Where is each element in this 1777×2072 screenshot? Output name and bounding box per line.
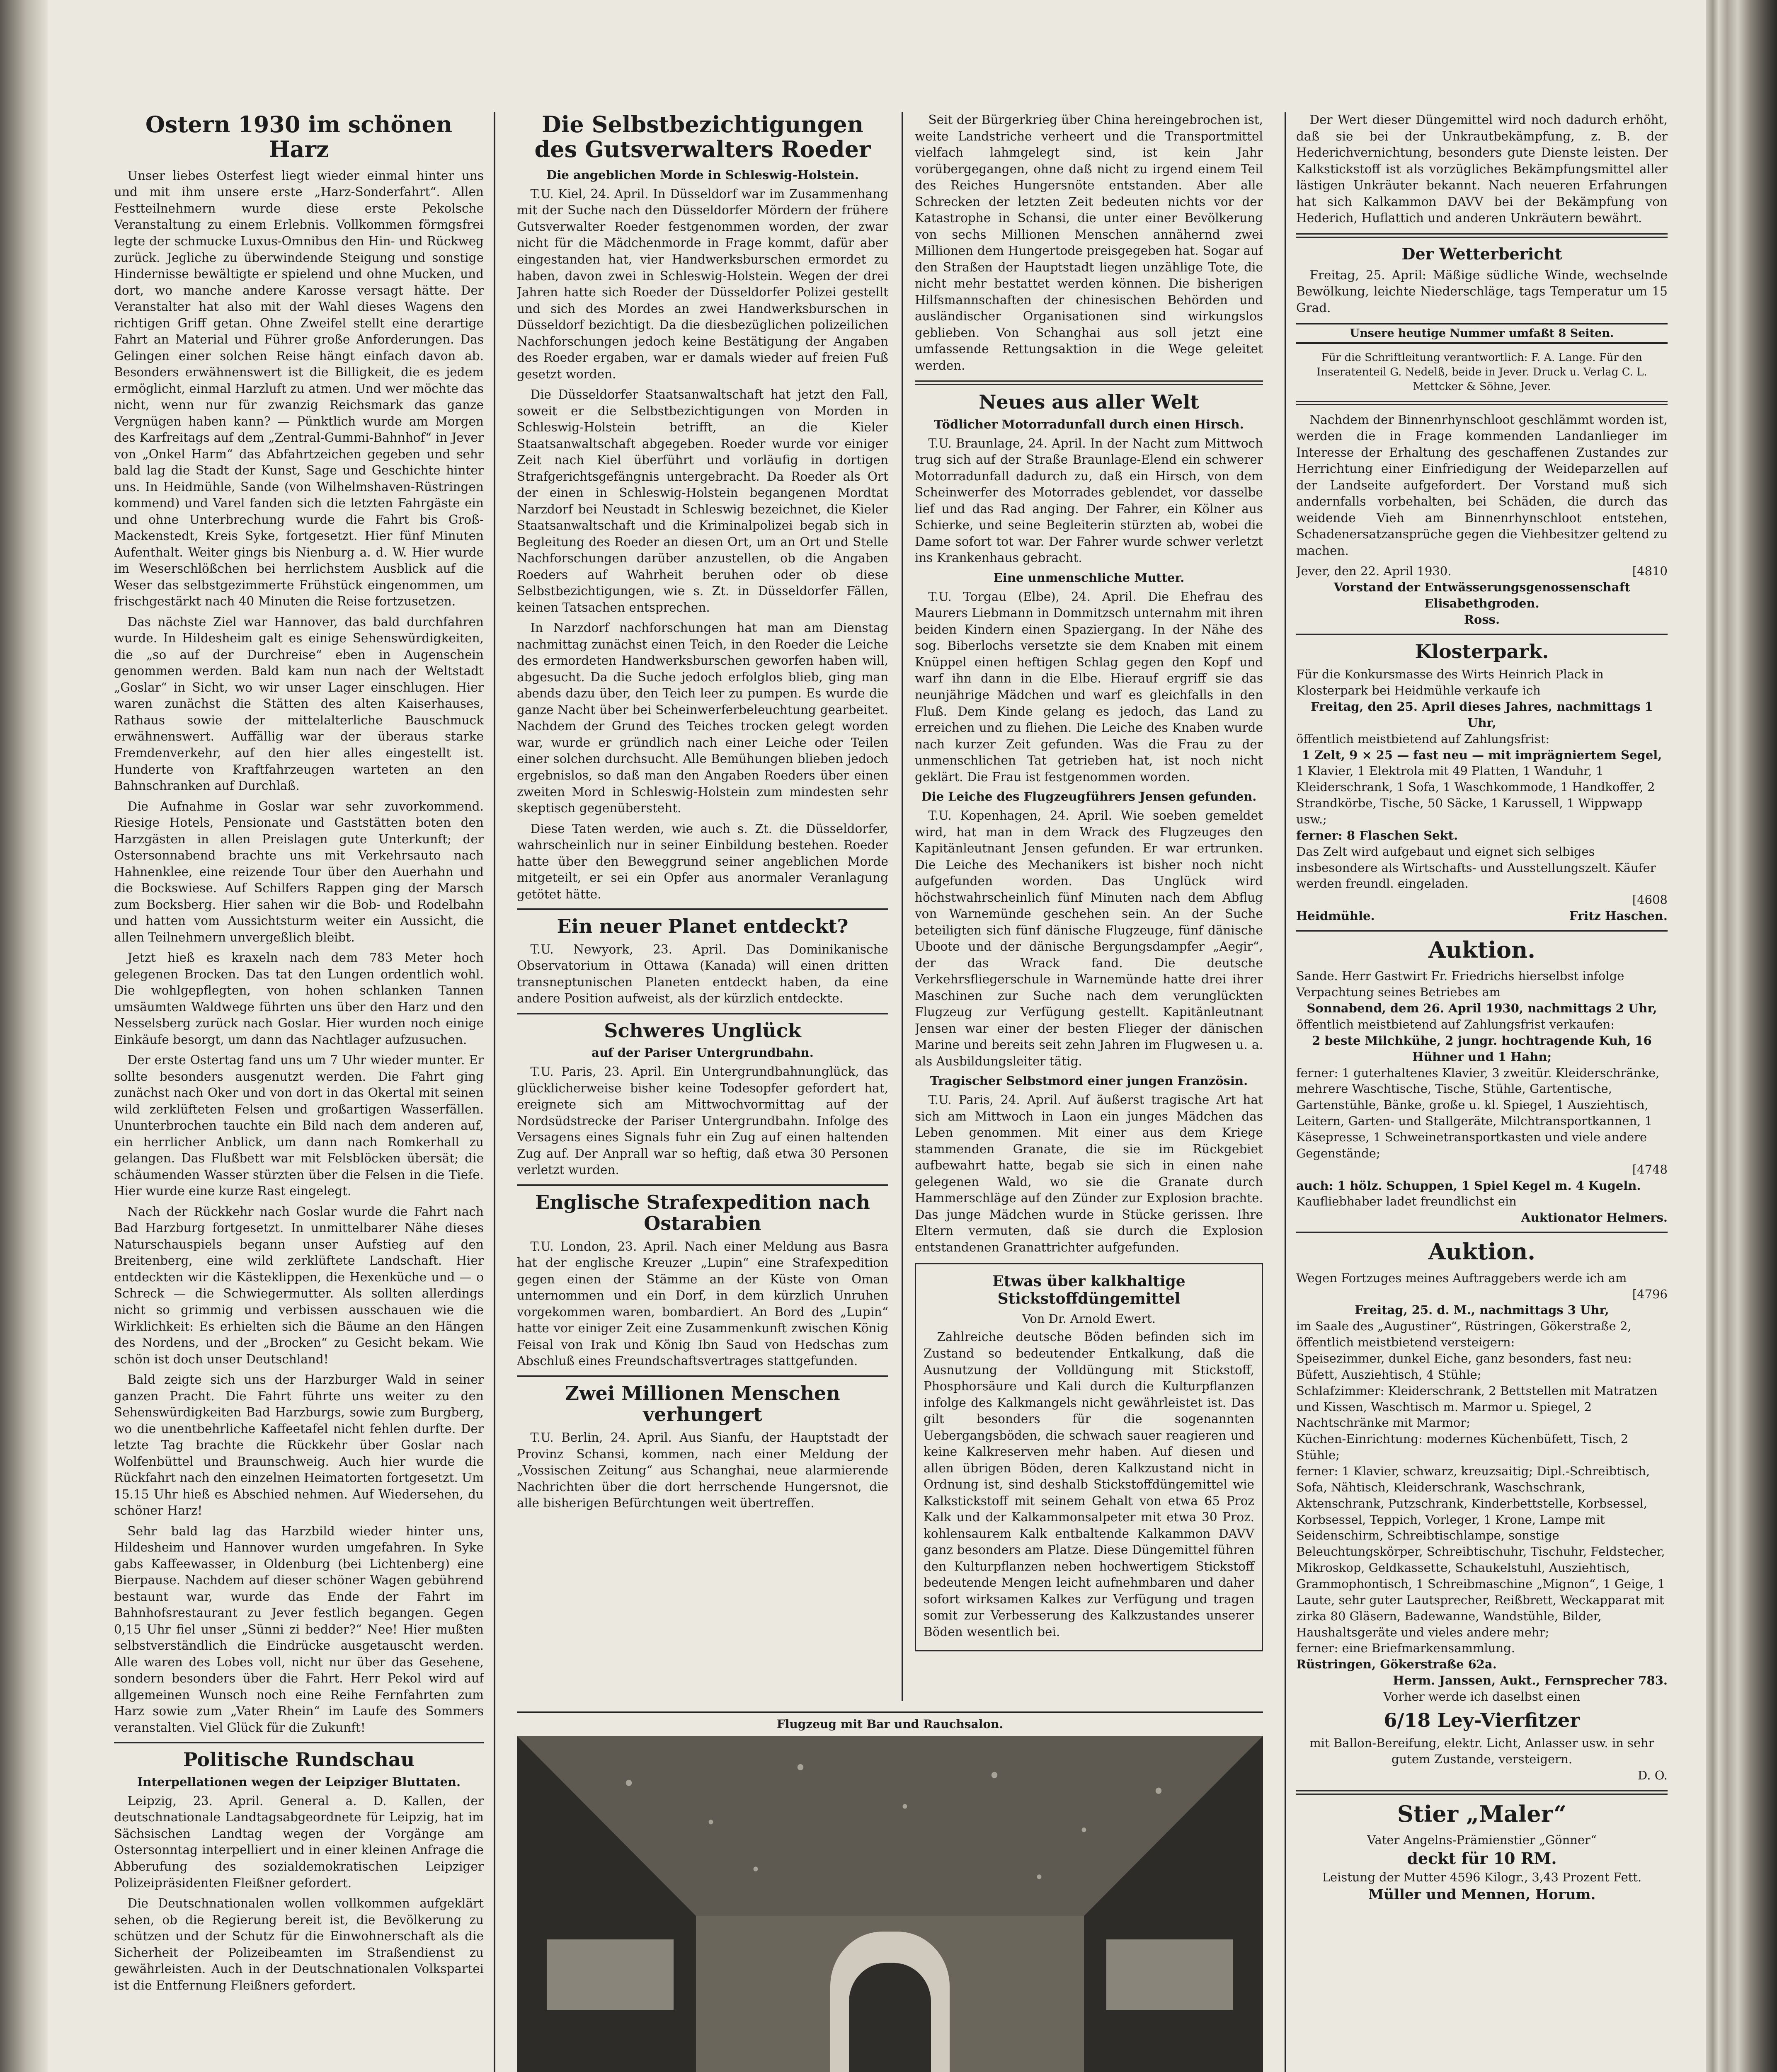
- ad-ref: [4796: [1632, 1287, 1668, 1301]
- subheadline: Tragischer Selbstmord einer jungen Französin.: [930, 1074, 1248, 1088]
- divider: [114, 1742, 484, 1743]
- issue-note: Unsere heutige Nummer umfaßt 8 Seiten.: [1296, 323, 1668, 344]
- aircraft-cabin-illustration: [517, 1736, 1263, 2072]
- notice-name: Ross.: [1464, 612, 1500, 627]
- paragraph: Seit der Bürgerkrieg über China hereingebrochen ist, weite Landstriche verheert und die Transportmittel vielfach lahmgelegt sind, ist kein Jahr vorübergegangen, ohne daß nicht zu irgend einem Teil des Reiches Hungersnöte entstanden. Aber alle Schrecken der letzten Zeit bedeuten nichts vor der Katastrophe in Schansi, die unter einer Bevölkerung von sechs Millionen Menschen annähernd zwei Millionen dem Hungertode preisgegeben hat. Sogar auf den Straßen der Hauptstadt liegen unzählige Tote, die nicht mehr bestattet werden können. Die bisherigen Hilfsmannschaften der chinesischen Behörden und ausländischer Organisationen sind wirkungslos geblieben. Von Schanghai aus soll jetzt eine umfassende Rettungsaktion in die Wege geleitet werden.: [915, 113, 1263, 373]
- divider: [915, 380, 1263, 385]
- ad-line: Küchen-Einrichtung: modernes Küchenbüfett, Tisch, 2 Stühle;: [1296, 1432, 1629, 1462]
- notice-date: Jever, den 22. April 1930. [4810: [1296, 564, 1668, 579]
- scan-left-edge: [0, 0, 48, 2072]
- paragraph: Das nächste Ziel war Hannover, das bald durchfahren wurde. In Hildesheim galt es einige Sehenswürdigkeiten, die „so auf der Durchreise“ eben in Augenschein genommen werden. Bald kam nun nach der Weltstadt „Goslar“ in Sicht, wo wir unser Lager einschlugen. Hier waren zunächst die Stätten des alten Kaiserhauses, Rathaus sowie der mittelalterliche Bauschmuck erwähnenswert. Auffällig war der überaus starke Fremdenverkehr, auf den hier alles eingestellt ist. Hunderte von Kraftfahrzeugen warteten an den Bahnschranken auf Durchlaß.: [114, 615, 484, 793]
- photo-figure: [517, 1711, 1263, 2072]
- subheadline: auf der Pariser Untergrundbahn.: [592, 1046, 814, 1060]
- ad-title-klosterpark: Klosterpark.: [1415, 640, 1549, 663]
- imprint: Für die Schriftleitung verantwortlich: F. A. Lange. Für den Inseratenteil G. Nedelß, beide in Jever. Druck u. Verlag C. L. Mettcker & Söhne, Jever.: [1316, 351, 1647, 393]
- ad-line: Vorher werde ich daselbst einen: [1383, 1690, 1581, 1704]
- ad-title-ley: 6/18 Ley-Vierfitzer: [1384, 1709, 1580, 1731]
- headline-duengemittel: Etwas über kalkhaltige Stickstoffdüngemittel: [992, 1273, 1185, 1308]
- ad-signature: Heidmühle. Fritz Haschen.: [1296, 909, 1668, 923]
- figure-title: Flugzeug mit Bar und Rauchsalon.: [776, 1717, 1004, 1731]
- ad-line: 1 Zelt, 9 × 25 — fast neu — mit imprägniertem Segel,: [1302, 748, 1662, 762]
- divider: [517, 1184, 888, 1186]
- paragraph: Jetzt hieß es kraxeln nach dem 783 Meter hoch gelegenen Brocken. Das tat den Lungen ordentlich wohl. Die wohlgepflegten, von hohen schlanken Tannen umsäumten Waldwege führten uns über den Harz und den Nesselsberg zurück nach Goslar. Hier wurden noch einige Einkäufe besorgt, um dann das Nachtlager aufzusuchen.: [114, 951, 484, 1047]
- column-3: [915, 112, 1263, 1701]
- paragraph: Die Düsseldorfer Staatsanwaltschaft hat jetzt den Fall, soweit er die Selbstbezichtigungen von Morden in Schleswig-Holstein betrifft, an die Kieler Staatsanwaltschaft abgegeben. Roeder wurde vor einiger Zeit nach Kiel überführt und vorläufig in dortigen Strafgerichtsgefängnis untergebracht. Da Roeder als Ort der einen in Schleswig-Holstein begangenen Mordtat Narzdorf bei Neustadt in Schleswig bezeichnet, die Kieler Staatsanwaltschaft und die Kriminalpolizei begab sich in Begleitung des Roeder an diesen Ort, um an Ort und Stelle Nachforschungen darüber anzustellen, ob die Angaben Roeders auf Wahrheit beruhen oder ob diese Selbstbezichtigungen, wie s. Zt. in Düsseldorfer Fällen, keinen Tatsachen entsprechen.: [517, 387, 888, 615]
- ad-signature: Herm. Janssen, Aukt., Fernsprecher 783.: [1393, 1673, 1668, 1688]
- ad-line: ferner: eine Briefmarkensammlung.: [1296, 1641, 1515, 1656]
- paragraph: Der Wert dieser Düngemittel wird noch dadurch erhöht, daß sie bei der Unkrautbekämpfung, z. B. der Hederichvernichtung, besonders gute Dienste leisten. Der Kalkstickstoff ist als vorzügliches Bekämpfungsmittel aller lästigen Unkräuter bekannt. Nach neueren Erfahrungen hat sich Kalkammon DAVV bei der Bekämpfung von Hederich, Huflattich und anderen Unkräutern bewährt.: [1296, 113, 1668, 225]
- paragraph: T.U. Kiel, 24. April. In Düsseldorf war im Zusammenhang mit der Suche nach den Düsseldorfer Mördern der frühere Gutsverwalter Roeder festgenommen worden, der zwar nicht für die Mädchenmorde in Frage kommt, dafür aber eingestanden hat, vier Handwerksburschen ermordet zu haben, davon zwei in Schleswig-Holstein. Wegen der drei Jahren hatte sich Roeder der Düsseldorfer Polizei gestellt und sich des Mordes an zwei Handwerksburschen in Düsseldorf bezichtigt. Da die diesbezüglichen polizeilichen Nachforschungen jedoch keine Bestätigung der Angaben des Roeder ergaben, war er damals wieder auf freien Fuß gesetzt worden.: [517, 186, 888, 381]
- ad-signature: Auktionator Helmers.: [1521, 1210, 1668, 1225]
- headline-politische-rundschau: Politische Rundschau: [183, 1748, 415, 1771]
- subheadline: Die Leiche des Flugzeugführers Jensen gefunden.: [921, 789, 1257, 804]
- newspaper-page: [48, 0, 1706, 2072]
- ad-title-stier: Stier „Maler“: [1397, 1800, 1567, 1827]
- paragraph: Unser liebes Osterfest liegt wieder einmal hinter uns und mit ihm unsere erste „Harz-Sonderfahrt“. Allen Festteilnehmern wurde diese erste Pekolsche Veranstaltung zu einem Erlebnis. Vollkommen förmgsfrei legte der schmucke Luxus-Omnibus den Hin- und Rückweg zurück. Jegliche zu überwindende Steigung und sonstige Hindernisse bewältigte er spielend und ohne Mucken, und dort, wo manche andere Karosse versagt hätte. Der Veranstalter hat also mit der Wahl dieses Wagens den richtigen Griff getan. Ohne Zweifel stellt eine derartige Fahrt an Material und Führer große Anforderungen. Das Gelingen einer solchen Reise hängt einfach davon ab. Besonders erwähnenswert ist die Billigkeit, die es jedem ermöglicht, einmal Harzluft zu atmen. Und wer möchte das nicht, wenn nur für zwanzig Reichsmark das ganze Vergnügen haben kann? — Pünktlich wurde am Morgen des Karfreitags auf dem „Zentral-Gummi-Bahnhof“ in Jever von „Onkel Harm“ das Abfahrtzeichen gegeben und sehr bald lag die Stadt der Kunst, Sage und Geschichte hinter uns. In Heidmühle, Sande (von Wilhelmshaven-Rüstringen kommend) und Varel fanden sich die letzten Fahrgäste ein und ohne Unterbrechung wurde die Fahrt bis Groß-Mackenstedt, Kreis Syke, fortgesetzt. Hier fünf Minuten Aufenthalt. Weiter gings bis Nienburg a. d. W. Hier wurde im Weserschlößchen bei herrlichstem Ausblick auf die Weser das selbstgezimmerte Frühstück eingenommen, um frischgestärkt nach 40 Minuten die Reise fortzusetzen.: [114, 168, 484, 609]
- divider: [1296, 930, 1668, 932]
- headline-verhungert: Zwei Millionen Menschen verhungert: [565, 1382, 840, 1426]
- paragraph: In Narzdorf nachforschungen hat man am Dienstag nachmittag zunächst einen Teich, in den Roeder die Leiche des ermordeten Handwerksburschen geworfen haben will, abgesucht. Da die Suche jedoch erfolglos blieb, ging man abends dazu über, den Teich leer zu pumpen. Es wurde die ganze Nacht über bei Scheinwerferbeleuchtung gearbeitet. Nachdem der Grund des Teiches trocken gelegt worden war, wurde er gründlich nach einer Leiche oder Teilen einer solchen durchsucht. Alle Bemühungen blieben jedoch ergebnislos, so daß man den Angaben Roeders über einen zweiten Mord in Schleswig-Holstein zum mindesten sehr skeptisch gegenübersteht.: [517, 621, 888, 816]
- notice-signer: Vorstand der Entwässerungsgenossenschaft Elisabethgroden.: [1333, 580, 1630, 610]
- ad-line: Kaufliebhaber ladet freundlichst ein: [1296, 1194, 1517, 1209]
- ad-line: Sonnabend, dem 26. April 1930, nachmittags 2 Uhr,: [1307, 1001, 1657, 1016]
- paragraph: T.U. London, 23. April. Nach einer Meldung aus Basra hat der englische Kreuzer „Lupin“ eine Strafexpedition gegen einen der Stämme an der Küste von Oman unternommen und ein Dorf, in dem kürzlich Unruhen vorgekommen waren, bombardiert. An Bord des „Lupin“ hatte vor einiger Zeit eine Zusammenkunft zwischen König Feisal von Irak und König Ibn Saud von Hedschas zum Abschluß eines Freundschaftsvertrages stattgefunden.: [517, 1239, 888, 1368]
- paragraph: T.U. Newyork, 23. April. Das Dominikanische Observatorium in Ottawa (Kanada) will einen dritten transneptunischen Planeten entdeckt haben, da eine andere Position aufweist, als der kürzlich entdeckte.: [517, 942, 888, 1006]
- paragraph: T.U. Kopenhagen, 24. April. Wie soeben gemeldet wird, hat man in dem Wrack des Flugzeuges den Kapitänleutnant Jensen gefunden. Er war ertrunken. Die Leiche des Mechanikers ist bisher noch nicht aufgefunden worden. Das Unglück wird höchstwahrscheinlich fünf Minuten nach dem Abflug von Warnemünde geschehen sein. An der Suche beteiligten sich fünf dänische Flugzeuge, fünf dänische Uboote und der dänische Bergungsdampfer „Aegir“, der das Wrack fand. Die deutsche Verkehrsfliegerschule in Warnemünde hatte drei ihrer Maschinen zur Suche nach dem verunglückten Flugzeug zur Verfügung gestellt. Kapitänleutnant Jensen war einer der besten Flieger der dänischen Marine und bereits seit zehn Jahren im Flugwesen u. a. als Ausbildungsleiter tätig.: [915, 808, 1263, 1068]
- divider: [517, 1711, 1263, 1713]
- paragraph: T.U. Braunlage, 24. April. In der Nacht zum Mittwoch trug sich auf der Straße Braunlage-Elend ein schwerer Motorradunfall dadurch zu, daß ein Hirsch, von dem Scheinwerfer des Motorrades geblendet, vor dasselbe lief und das Rad anging. Der Fahrer, ein Kölner aus Schierke, und seine Begleiterin stürzten ab, wobei die Dame sofort tot war. Der Fahrer wurde schwer verletzt ins Krankenhaus gebracht.: [915, 436, 1263, 565]
- ad-line: Rüstringen, Gökerstraße 62a.: [1296, 1657, 1497, 1672]
- ad-line: ferner: 8 Flaschen Sekt.: [1296, 828, 1458, 842]
- ad-line: 2 beste Milchkühe, 2 jungr. hochtragende Kuh, 16 Hühner und 1 Hahn;: [1312, 1033, 1652, 1064]
- divider: [517, 908, 888, 910]
- headline-ostern: Ostern 1930 im schönen Harz: [145, 112, 453, 163]
- paragraph: T.U. Paris, 24. April. Auf äußerst tragische Art hat sich am Mittwoch in Laon ein junges Mädchen das Leben genommen. Mit einer aus dem Kriege stammenden Granate, die sie im Rückgebiet aufbewahrt hatte, begab sie sich in einen nahe gelegenen Wald, wo sie die Granate durch Hammerschläge auf den Zünder zur Explosion brachte. Das junge Mädchen wurde in Stücke gerissen. Ihre Eltern vermuten, daß sie durch die Explosion entstandenen Granattrichter aufgefunden.: [915, 1093, 1263, 1254]
- column-2: [517, 112, 888, 1701]
- headline-planet: Ein neuer Planet entdeckt?: [557, 915, 848, 938]
- ad-line: Speisezimmer, dunkel Eiche, ganz besonders, fast neu: Büfett, Ausziehtisch, 4 Stühle;: [1296, 1351, 1632, 1382]
- paragraph: T.U. Berlin, 24. April. Aus Sianfu, der Hauptstadt der Provinz Schansi, kommen, nach einer Meldung der „Vossischen Zeitung“ aus Schanghai, neue alarmierende Nachrichten über die dort herrschende Hungersnot, die alle bisherigen Befürchtungen weit übertreffen.: [517, 1431, 888, 1510]
- ad-line: ferner: 1 Klavier, schwarz, kreuzsaitig; Dipl.-Schreibtisch, Sofa, Nähtisch, Kleiderschrank, Waschschrank, Aktenschrank, Putzschrank, Kinderbettstelle, Korbsessel, Korbsessel, Teppich, Vorleger, 1 Krone, Lampe mit Seidenschirm, Schreibtischlampe, sonstige Beleuchtungskörper, Schreibtischuhr, Tischuhr, Feldstecher, Mikroskop, Geldkassette, Schaukelstuhl, Ausziehtisch, Grammophontisch, 1 Schreibmaschine „Mignon“, 1 Geige, 1 Laute, sehr guter Lautsprecher, Reißbrett, Weckapparat mit zirka 80 Gläsern, Badewanne, Wandstühle, Bilder, Haushaltsgeräte und vieles andere mehr;: [1296, 1464, 1665, 1639]
- divider: [517, 1013, 888, 1014]
- ad-ref: [4748: [1632, 1162, 1668, 1176]
- ad-line: deckt für 10 RM.: [1407, 1849, 1557, 1868]
- ad-title-auktion-2: Auktion.: [1428, 1238, 1536, 1265]
- paragraph: Sehr bald lag das Harzbild wieder hinter uns, Hildesheim und Hannover wurden umgefahren. In Syke gabs Kaffeewasser, in Oldenburg (bei Lichtenberg) eine Bierpause. Nachdem auf dieser schöner Wagen gebührend bestaunt war, wurde das Ende der Fahrt im Bahnhofsrestaurant zu Jever festlich begangen. Gegen 0,15 Uhr fiel unser „Sünni zi bedder?“ Nee! Hier mußten selbstverständlich die Eindrücke ausgetauscht werden. Alle waren des Lobes voll, nicht nur über das Gesehene, sondern besonders über die Fahrt. Herr Pekol wird auf allgemeinen Wunsch noch eine Reihe Fernfahrten zum Harz sowie zum „Vater Rhein“ im Laufe des Sommers veranstalten. Viel Glück für die Zukunft!: [114, 1524, 484, 1735]
- ad-line: Freitag, 25. d. M., nachmittags 3 Uhr,: [1355, 1303, 1609, 1317]
- ad-line: öffentlich meistbietend auf Zahlungsfrist:: [1296, 731, 1550, 746]
- divider: [1296, 1232, 1668, 1233]
- paragraph: Die Deutschnationalen wollen vollkommen aufgeklärt sehen, ob die Regierung bereit ist, die Bevölkerung zu schützen und der Schutz für die Einwohnerschaft als die Sicherheit der Polizeibeamten im Straßendienst zu gewährleisten. Auch in der Deutschnationalen Volkspartei ist die Entfernung Fleißners gefordert.: [114, 1896, 484, 1992]
- column-rule: [494, 112, 495, 2072]
- headline-selbstbezichtigungen: Die Selbstbezichtigungen des Gutsverwalters Roeder: [534, 112, 871, 163]
- paragraph: T.U. Paris, 23. April. Ein Untergrundbahnunglück, das glücklicherweise bisher keine Todesopfer gefordert hat, ereignete sich am Mittwochvormittag auf der Nordsüdstrecke der Pariser Untergrundbahn. Infolge des Versagens eines Signals fuhr ein Zug auf einen haltenden Zug auf. Der Anprall war so heftig, daß etwa 30 Personen verletzt wurden.: [517, 1065, 888, 1177]
- ad-line: Leistung der Mutter 4596 Kilogr., 3,43 Prozent Fett.: [1322, 1870, 1642, 1885]
- ad-title-auktion-1: Auktion.: [1428, 936, 1536, 963]
- headline-unglueck: Schweres Unglück: [604, 1019, 801, 1042]
- ad-line: öffentlich meistbietend auf Zahlungsfrist verkaufen:: [1296, 1017, 1615, 1032]
- ad-line: Wegen Fortzuges meines Auftraggebers werde ich am: [1296, 1271, 1627, 1285]
- divider: [517, 1375, 888, 1377]
- ad-ref: [4608: [1632, 893, 1668, 907]
- ad-line: auch: 1 hölz. Schuppen, 1 Spiel Kegel m. 4 Kugeln.: [1296, 1178, 1641, 1193]
- ad-line: Freitag, den 25. April dieses Jahres, nachmittags 1 Uhr,: [1311, 699, 1653, 730]
- ad-signature: Müller und Mennen, Horum.: [1368, 1886, 1596, 1903]
- subheadline: Die angeblichen Morde in Schleswig-Holstein.: [546, 167, 859, 182]
- paragraph: Die Aufnahme in Goslar war sehr zuvorkommend. Riesige Hotels, Pensionate und Gaststätten boten den Harzgästen in allen Preislagen gute Unterkunft; der Ostersonnabend brachte uns mit Verkehrsauto nach Hahnenklee, eine reizende Tour über den Auerhahn und die Bockswiese. Auf Schilfers Rappen ging der Marsch zum Bocksberg. Hier sahen wir die Bob- und Rodelbahn und hatten vom Aussichtsturm weiter ein Aussicht, die allen Teilnehmern unvergeßlich bleibt.: [114, 799, 484, 944]
- scan-right-edge: [1706, 0, 1777, 2072]
- byline: Von Dr. Arnold Ewert.: [1022, 1312, 1156, 1326]
- paragraph: Zahlreiche deutsche Böden befinden sich im Zustand so bedeutender Entkalkung, daß die Ausnutzung der Volldüngung mit Stickstoff, Phosphorsäure und Kali durch die Kulturpflanzen infolge des Kalkmangels nicht gewährleistet ist. Das gilt besonders für die sogenannten Uebergangsböden, die schwach sauer reagieren und keine Kalkreserven mehr haben. Auf diesen und allen übrigen Böden, deren Kalkzustand nicht in Ordnung ist, sind deshalb Stickstoffdüngemittel wie Kalkstickstoff mit seinem Gehalt von etwa 65 Proz Kalk und der Kalkammonsalpeter mit etwa 30 Proz. kohlensaurem Kalk entbaltende Kalkammon DAVV ganz besonders am Platze. Diese Düngemittel führen den Kulturpflanzen neben hochwertigem Stickstoff bedeutende Mengen leicht aufnehmbaren und daher sofort wirksamen Kalkes zur Verfügung und tragen somit zur Verbesserung des Kalkzustandes unserer Böden wesentlich bei.: [924, 1330, 1254, 1639]
- column-rule: [902, 112, 903, 1701]
- ad-line: im Saale des „Augustiner“, Rüstringen, Gökerstraße 2, öffentlich meistbietend versteigern:: [1296, 1319, 1632, 1350]
- headline-neues-aus-aller-welt: Neues aus aller Welt: [979, 391, 1199, 414]
- aircraft-cabin-photo: [517, 1736, 1263, 2072]
- divider: [1296, 401, 1668, 405]
- subheadline: Interpellationen wegen der Leipziger Bluttaten.: [137, 1774, 461, 1789]
- subheadline: Tödlicher Motorradunfall durch einen Hirsch.: [934, 417, 1244, 431]
- divider: [1296, 634, 1668, 635]
- weather-text: Freitag, 25. April: Mäßige südliche Winde, wechselnde Bewölkung, leichte Niederschläge, tags Temperatur um 15 Grad.: [1296, 268, 1668, 315]
- ad-line: Das Zelt wird aufgebaut und eignet sich selbiges insbesondere als Wirtschafts- und Ausstellungszelt. Käufer werden freundl. eingeladen.: [1296, 844, 1656, 891]
- column-rule: [1285, 112, 1286, 2072]
- column-1: [114, 112, 484, 2072]
- headline-strafexpedition: Englische Strafexpedition nach Ostarabien: [535, 1191, 870, 1235]
- notice-text: Nachdem der Binnenrhynschloot geschlämmt worden ist, werden die in Frage kommenden Landanlieger im Interesse der Erhaltung des geschaffenen Zustandes zur Herrichtung einer Einfriedigung der Weideparzellen auf der Landseite aufgefordert. Der Vorstand muß sich andernfalls vorbehalten, bei Schäden, die durch das weidende Vieh am Binnenrhynschloot entstehen, Schadenersatzansprüche gegen die Viehbesitzer geltend zu machen.: [1296, 412, 1668, 558]
- ad-line: Für die Konkursmasse des Wirts Heinrich Plack in Klosterpark bei Heidmühle verkaufe ich: [1296, 667, 1604, 698]
- ad-line: Sande. Herr Gastwirt Fr. Friedrichs hierselbst infolge Verpachtung seines Betriebes am: [1296, 969, 1624, 1000]
- paragraph: Nach der Rückkehr nach Goslar wurde die Fahrt nach Bad Harzburg fortgesetzt. In unmittelbarer Nähe dieses Naturschauspiels begann unser Aufstieg auf den Breitenberg, eine wild zerklüftete Landschaft. Hier entdeckten wir die Kästeklippen, die Hexenküche und — o Schreck — die Schwiegermutter. Als sollten allerdings nicht so grimmig und verbissen ausschauen wie die Wirklichkeit: Es erhielten sich die Bäume an den Hängen des Nordens, und der „Brocken“ zu Gesicht bekam. Wie schön ist doch unser Deutschland!: [114, 1204, 484, 1366]
- ad-line: mit Ballon-Bereifung, elektr. Licht, Anlasser usw. in sehr gutem Zustande, versteigern.: [1309, 1736, 1654, 1767]
- divider: [1296, 1790, 1668, 1795]
- ad-line: Schlafzimmer: Kleiderschrank, 2 Bettstellen mit Matratzen und Kissen, Waschtisch m. Marmor u. Spiegel, 2 Nachtschränke mit Marmor;: [1296, 1383, 1658, 1430]
- divider: [1296, 233, 1668, 238]
- column-4: [1296, 112, 1668, 2072]
- paragraph: Leipzig, 23. April. General a. D. Kallen, der deutschnationale Landtagsabgeordnete für Leipzig, hat im Sächsischen Landtag wegen der Vorgänge am Ostersonntag interpelliert und in einer kleinen Anfrage die Abberufung des sozialdemokratischen Leipziger Polizeipräsidenten Fleißner gefordert.: [114, 1794, 484, 1890]
- ad-line: ferner: 1 guterhaltenes Klavier, 3 zweitür. Kleiderschränke, mehrere Waschtische, Tische, Stühle, Gartentische, Gartenstühle, Bänke, große u. kl. Spiegel, 1 Ausziehtisch, Leitern, Garten- und Stallgeräte, Milchtransportkannen, 1 Käsepresse, 1 Schweinetransportkasten und viele andere Gegenstände;: [1296, 1065, 1660, 1160]
- ad-line: Vater Angelns-Prämienstier „Gönner“: [1367, 1833, 1597, 1847]
- weather-title: Der Wetterbericht: [1401, 244, 1562, 263]
- paragraph: Bald zeigte sich uns der Harzburger Wald in seiner ganzen Pracht. Die Fahrt führte uns weiter zu den Sehenswürdigkeiten Bad Harzburgs, sowie zum Burgberg, wo die unentbehrliche Kaffeetafel nicht fehlen durfte. Der letzte Tag brachte die Rückkehr über Goslar nach Wolfenbüttel und Braunschweig. Auch hier wurde die Rückfahrt nach den einzelnen Heimatorten fortgesetzt. Um 15.15 Uhr hieß es Abschied nehmen. Auf Wiedersehen, du schöner Harz!: [114, 1372, 484, 1518]
- article-box-duengemittel: [915, 1263, 1263, 1651]
- paragraph: Der erste Ostertag fand uns um 7 Uhr wieder munter. Er sollte besonders ausgenutzt werden. Die Fahrt ging zunächst nach Oker und von dort in das Okertal mit seinen wild zerklüfteten Felsen und großartigen Wasserfällen. Ununterbrochen tauchte ein Bild nach dem anderen auf, ein herrlicher Anblick, um dann nach Romkerhall zu gelangen. Das Flußbett war mit Felsblöcken übersät; die schäumenden Wasser stürzten über die Felsen in die Tiefe. Hier wurde eine kurze Rast eingelegt.: [114, 1053, 484, 1198]
- paragraph: T.U. Torgau (Elbe), 24. April. Die Ehefrau des Maurers Liebmann in Dommitzsch unternahm mit ihren beiden Kindern einen Spaziergang. In der Nähe des sog. Biberlochs versetzte sie dem Knaben mit einem Knüppel einen heftigen Schlag gegen den Kopf und warf ihn dann in die Elbe. Hierauf ergriff sie das neunjährige Mädchen und warf es gleichfalls in den Fluß. Dem Kinde gelang es jedoch, das Land zu erreichen und zu fliehen. Die Leiche des Knaben wurde nach kurzer Zeit gefunden. Was die Frau zu der unmenschlichen Tat getrieben hat, ist noch nicht geklärt. Die Frau ist festgenommen worden.: [915, 589, 1263, 784]
- ad-signature: D. O.: [1638, 1768, 1668, 1783]
- ad-line: 1 Klavier, 1 Elektrola mit 49 Platten, 1 Wanduhr, 1 Kleiderschrank, 1 Sofa, 1 Waschkommode, 1 Handkoffer, 2 Strandkörbe, Tische, 50 Säcke, 1 Karussell, 1 Wippwapp usw.;: [1296, 764, 1655, 826]
- subheadline: Eine unmenschliche Mutter.: [993, 570, 1185, 585]
- paragraph: Diese Taten werden, wie auch s. Zt. die Düsseldorfer, wahrscheinlich nur in seiner Einbildung bestehen. Roeder hatte über den Beweggrund seiner angeblichen Morde mitgeteilt, er sei ein Opfer aus anormaler Veranlagung getötet hätte.: [517, 821, 888, 901]
